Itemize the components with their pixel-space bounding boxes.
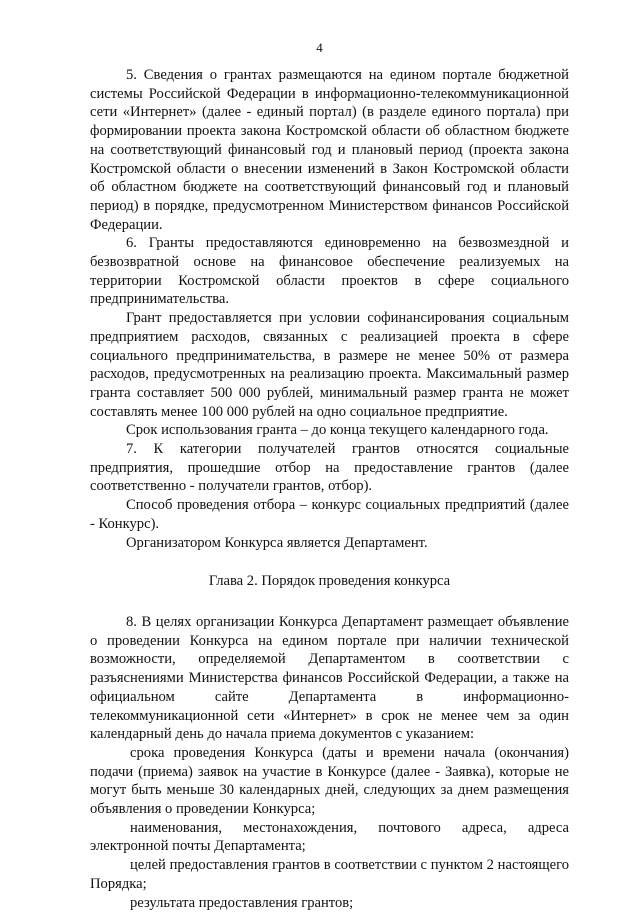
paragraph-7: 7. К категории получателей грантов относятся социальные предприятия, прошедшие отбор на предоставление грантов (далее соответственно - получатели грантов, отбор). <box>90 441 569 495</box>
chapter-title: Глава 2. Порядок проведения конкурса <box>208 573 451 590</box>
paragraph-6-term: Срок использования гранта – до конца текущего календарного года. <box>126 422 549 439</box>
page-number: 4 <box>316 40 323 55</box>
list-item-names: наименования, местонахождения, почтового адреса, адреса электронной почты Департамента; <box>90 819 569 855</box>
paragraph-8: 8. В целях организации Конкурса Департамент размещает объявление о проведении Конкурса на едином портале при наличии технической возможности, определяемой Департаментом в соответствии с разъяснениями Министерства финансов Российской Федерации, а также на официальном сайте Департамента в информационно-телекоммуникационной сети «Интернет» в срок не менее чем за один календарный день до начала приема документов с указанием: <box>90 613 569 743</box>
list-item-results: результата предоставления грантов; <box>130 894 354 911</box>
paragraph-6-cofinancing: Грант предоставляется при условии софинансирования социальным предприятием расходов, связанных с реализацией проекта в сфере социального предпринимательства, в размере не менее 50% от размера расходов, предусмотренных на реализацию проекта. Максимальный размер гранта составляет 500 000 рублей, минимальный размер гранта не может составлять менее 100 000 рублей на одно социальное предприятие. <box>90 310 569 420</box>
paragraph-6: 6. Гранты предоставляются единовременно на безвозмездной и безвозвратной основе на финансовое обеспечение реализуемых на территории Костромской области проектов в сфере социального предпринимательства. <box>90 235 569 308</box>
document-body <box>90 66 569 912</box>
paragraph-7-method: Способ проведения отбора – конкурс социальных предприятий (далее - Конкурс). <box>90 497 569 532</box>
list-item-goals: целей предоставления грантов в соответствии с пунктом 2 настоящего Порядка; <box>90 857 569 892</box>
list-item-terms: срока проведения Конкурса (даты и времени начала (окончания) подачи (приема) заявок на участие в Конкурсе (далее - Заявка), которые не могут быть меньше 30 календарных дней, следующих за днем размещения объявления о проведении Конкурса; <box>90 744 569 818</box>
paragraph-5: 5. Сведения о грантах размещаются на едином портале бюджетной системы Российской Федерации в информационно-телекоммуникационной сети «Интернет» (далее - единый портал) (в разделе единого портала) при формировании проекта закона Костромской области об областном бюджете на соответствующий финансовый год и плановый период (проекта закона Костромской области о внесении изменений в Закон Костромской области об областном бюджете на соответствующий финансовый год и плановый период) в порядке, предусмотренном Министерством финансов Российской Федерации. <box>90 67 569 233</box>
paragraph-7-organizer: Организатором Конкурса является Департамент. <box>126 534 428 551</box>
